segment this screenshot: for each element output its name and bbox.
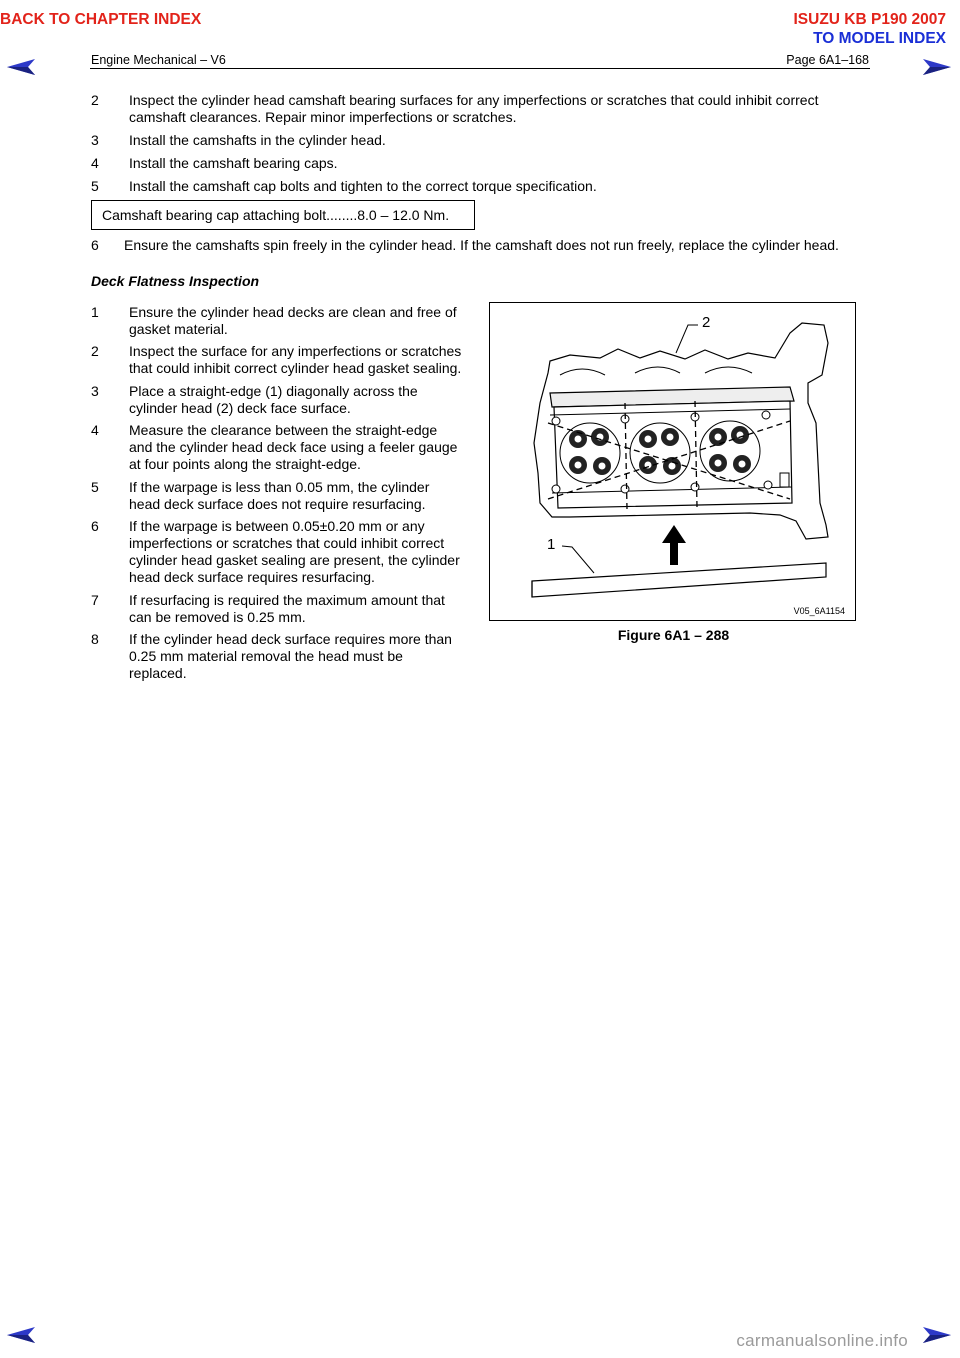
figure-frame (489, 302, 856, 621)
cylinder-head-illustration (490, 303, 855, 620)
header-section: Engine Mechanical – V6 (91, 53, 226, 67)
header-rule (90, 68, 870, 69)
deck-step-7: 7 If resurfacing is required the maximum amount that can be removed is 0.25 mm. (91, 592, 445, 625)
deck-step-2: 2 Inspect the surface for any imperfections or scratches that could inhibit correct cylinder head gasket sealing. (91, 343, 462, 376)
torque-spec-box: Camshaft bearing cap attaching bolt........8.0 – 12.0 Nm. (91, 200, 475, 230)
back-to-chapter-index-link[interactable]: BACK TO CHAPTER INDEX (0, 11, 202, 28)
arrow-right-icon[interactable] (922, 58, 952, 76)
deck-step-8: 8 If the cylinder head deck surface requires more than 0.25 mm material removal the head must be replaced. (91, 631, 452, 681)
arrow-left-icon[interactable] (6, 1326, 36, 1344)
deck-step-5: 5 If the warpage is less than 0.05 mm, the cylinder head deck surface does not require resurfacing. (91, 479, 430, 512)
step-2-camshaft-inspect: 2 Inspect the cylinder head camshaft bearing surfaces for any imperfections or scratches that could inhibit correct camshaft clearances. Repair minor imperfections or scratches. (91, 92, 819, 125)
deck-step-4: 4 Measure the clearance between the straight-edge and the cylinder head deck face using a feeler gauge at four points along the straight-edge. (91, 422, 458, 472)
callout-2: 2 (702, 314, 711, 331)
figure-caption: Figure 6A1 – 288 (617, 627, 730, 643)
model-title: ISUZU KB P190 2007 (793, 11, 946, 28)
watermark: carmanualsonline.info (736, 1331, 908, 1350)
arrow-right-icon[interactable] (922, 1326, 952, 1344)
deck-step-6: 6 If the warpage is between 0.05±0.20 mm or any imperfections or scratches that could inhibit correct cylinder head gasket sealing are present, the cylinder head deck surface requires resurfacing. (91, 518, 460, 585)
figure-code: V05_6A1154 (793, 606, 845, 616)
to-model-index-link[interactable]: TO MODEL INDEX (813, 30, 946, 47)
deck-step-1: 1 Ensure the cylinder head decks are clean and free of gasket material. (91, 304, 457, 337)
arrow-left-icon[interactable] (6, 58, 36, 76)
section-title: Deck Flatness Inspection (91, 273, 260, 289)
deck-step-3: 3 Place a straight-edge (1) diagonally across the cylinder head (2) deck face surface. (91, 383, 418, 416)
callout-1: 1 (547, 536, 556, 553)
header-page-number: Page 6A1–168 (786, 53, 869, 67)
